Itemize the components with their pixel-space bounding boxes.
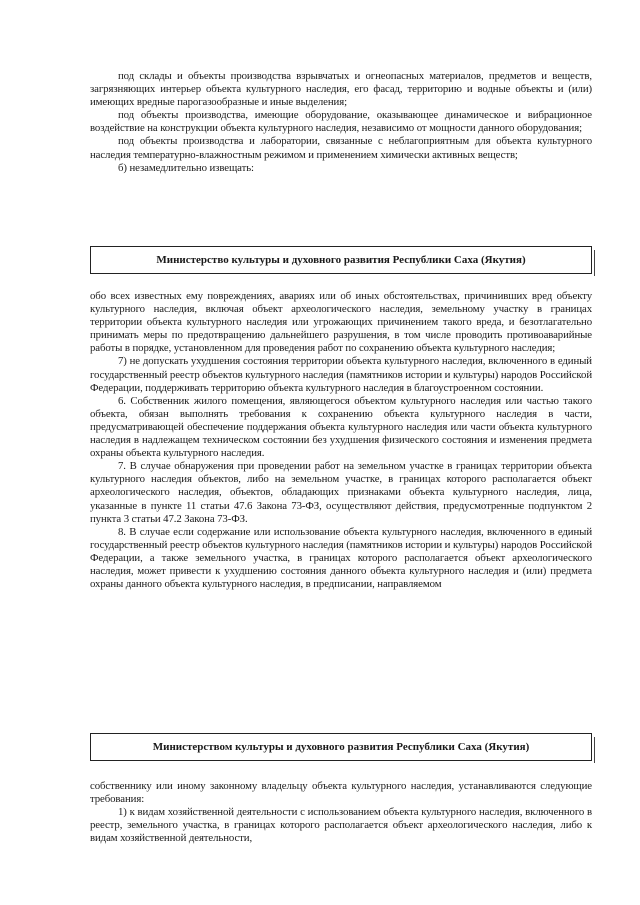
ministry-banner — [90, 733, 592, 761]
text-block-bottom — [90, 780, 592, 845]
paragraph: 7. В случае обнаружения при проведении работ на земельном участке в границах территории объекта культурного наследия объектов, либо на земельном участке, в границах которого располагается объект археологического наследия, объектов, обладающих признаками объекта культурного наследия, лица, указанные в пункте 11 статьи 47.6 Закона 73-ФЗ, осуществляют действия, предусмотренные подпунктом 2 пункта 3 статьи 47.2 Закона 73-ФЗ. — [90, 460, 592, 525]
paragraph: под объекты производства, имеющие оборудование, оказывающее динамическое и вибрационное воздействие на конструкции объекта культурного наследия, независимо от мощности данного оборудования; — [90, 109, 592, 135]
paragraph: под объекты производства и лаборатории, связанные с неблагоприятным для объекта культурного наследия температурно-влажностным режимом и применением химически активных веществ; — [90, 135, 592, 161]
paragraph: собственнику или иному законному владельцу объекта культурного наследия, устанавливаются следующие требования: — [90, 780, 592, 806]
paragraph: обо всех известных ему повреждениях, авариях или об иных обстоятельствах, причинивших вред объекту культурного наследия, включая объект археологического наследия, земельному участку в границах территории объекта культурного наследия или угрожающих причинением такого вреда, и безотлагательно принимать меры по предотвращению дальнейшего разрушения, в том числе проводить противоаварийные работы в порядке, установленном для проведения работ по сохранению объекта культурного наследия; — [90, 290, 592, 355]
paragraph: 6. Собственник жилого помещения, являющегося объектом культурного наследия или частью такого объекта, обязан выполнять требования к сохранению объекта культурного наследия в части, предусматривающей обеспечение поддержания объекта культурного наследия или части объекта культурного наследия в надлежащем техническом состоянии без ухудшения физического состояния и изменения предмета охраны объекта культурного наследия. — [90, 394, 592, 460]
ministry-banner-text: Министерством культуры и духовного развития Республики Саха (Якутия) — [152, 741, 530, 753]
paragraph: под склады и объекты производства взрывчатых и огнеопасных материалов, предметов и веществ, загрязняющих интерьер объекта культурного наследия, его фасад, территорию и водные объекты и (или) имеющих вредные парогазообразные и иные выделения; — [90, 70, 592, 109]
ministry-banner-text: Министерство культуры и духовного развития Республики Саха (Якутия) — [156, 254, 526, 266]
paragraph: 1) к видам хозяйственной деятельности с использованием объекта культурного наследия, включенного в реестр, земельного участка, в границах которого располагается объект археологического наследия, либо к видам хозяйственной деятельности, — [90, 806, 592, 845]
paragraph: б) незамедлительно извещать: — [118, 161, 254, 174]
text-block-top — [90, 70, 592, 175]
paragraph: 8. В случае если содержание или использование объекта культурного наследия, включенного в единый государственный реестр объектов культурного наследия (памятников истории и культуры) народов Российской Федерации, а также земельного участка, в границах которого располагается объект археологического наследия, может привести к ухудшению состояния данного объекта культурного наследия и (или) предмета охраны данного объекта культурного наследия, в предписании, направляемом — [90, 525, 592, 591]
paragraph: 7) не допускать ухудшения состояния территории объекта культурного наследия, включенного в единый государственный реестр объектов культурного наследия (памятников истории и культуры) народов Российской Федерации, поддерживать территорию объекта культурного наследия в благоустроенном состоянии. — [90, 355, 592, 394]
text-block-middle — [90, 290, 592, 591]
ministry-banner — [90, 246, 592, 274]
